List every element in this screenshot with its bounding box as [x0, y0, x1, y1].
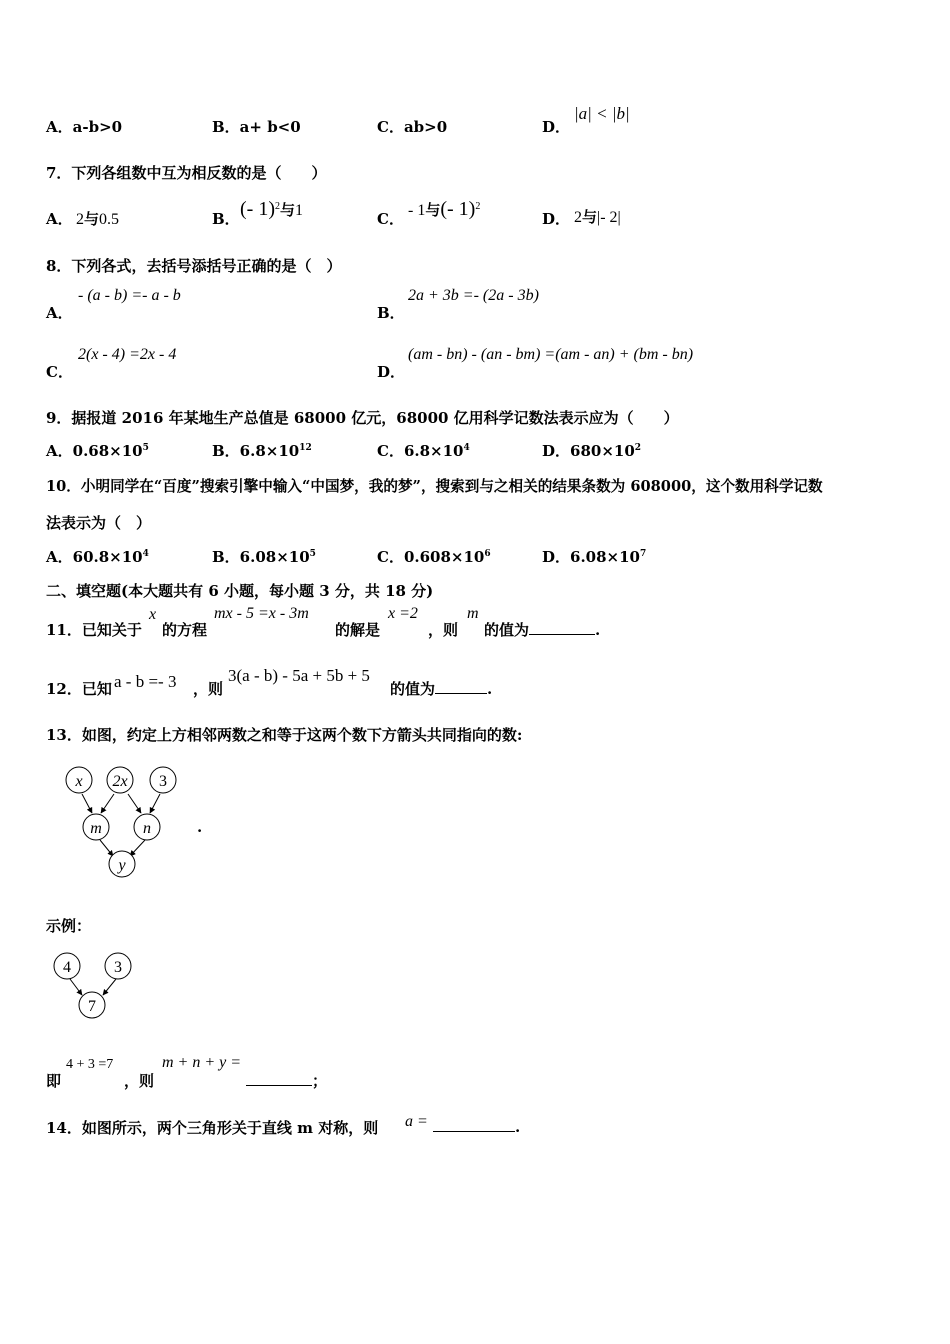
q6-option-d-label: D．: [542, 118, 571, 136]
q12-expression: 3(a - b) - 5a + 5b + 5: [228, 666, 370, 685]
q13-ask-expression: m + n + y =: [162, 1054, 242, 1071]
q7-option-b: (- 1)$^2$与1: [240, 198, 303, 220]
q11-text-value: 的值为 .: [484, 621, 601, 639]
q10-option-c: C．$0.608\times 10^6$: [377, 548, 491, 566]
q7-option-a: 2与0.5: [76, 210, 120, 228]
q6-option-b: B．a+ b<0: [212, 118, 301, 136]
q8-option-a-label: A．: [46, 304, 73, 322]
q10-option-a: A．$60.8\times 10^4$: [46, 548, 149, 566]
q13-node-x-label: x: [75, 773, 83, 790]
q9-option-c: C．$6.8\times 10^4$: [377, 442, 470, 460]
q7-option-a-label: A．: [46, 210, 73, 228]
q9-option-b: B．$6.8\times 10^{12}$: [212, 442, 312, 460]
q12-text-value: 的值为 .: [390, 680, 493, 698]
q14-prefix: 14．如图所示，两个三角形关于直线 m 对称，则: [46, 1119, 379, 1137]
q13-node-n-label: n: [143, 820, 151, 837]
q12-prefix: 12．已知: [46, 680, 112, 698]
q7-option-d: 2与|- 2|: [574, 208, 621, 226]
q13-node-m-label: m: [90, 820, 102, 837]
q7-stem: 7．下列各组数中互为相反数的是（ ）: [46, 164, 327, 182]
q13-example-node-4-label: 4: [63, 959, 71, 976]
q9-option-a: A．$0.68\times 10^5$: [46, 442, 149, 460]
q11-equation: mx - 5 =x - 3m: [214, 605, 309, 622]
q11-text-solution: 的解是: [335, 621, 381, 639]
q11-prefix: 11．已知关于: [46, 621, 142, 639]
q6-option-c: C．ab>0: [377, 118, 448, 136]
q13-node-3-label: 3: [159, 773, 167, 790]
q14-var-a: a =: [405, 1113, 428, 1130]
q13-example-node-3-label: 3: [114, 959, 122, 976]
q9-stem: 9．据报道 2016 年某地生产总值是 68000 亿元，68000 亿用科学记数法表示应为（ ）: [46, 409, 679, 427]
q14-answer-blank[interactable]: [433, 1117, 515, 1132]
q8-option-b-label: B．: [377, 304, 405, 322]
q14-answer: .: [433, 1117, 520, 1136]
q8-option-c-label: C．: [46, 363, 73, 381]
q13-prefix: 即: [46, 1072, 62, 1090]
q13-example-node-7-label: 7: [88, 998, 96, 1015]
q11-var-m: m: [467, 605, 479, 622]
section-2-heading: 二、填空题(本大题共有 6 小题，每小题 3 分，共 18 分): [46, 582, 434, 600]
q12-text-then: ，则: [193, 680, 224, 698]
q13-example-label: 示例：: [46, 917, 92, 935]
q10-stem-line1: 10．小明同学在“百度”搜索引擎中输入“中国梦，我的梦”，搜索到与之相关的结果条数为 608000，这个数用科学记数: [46, 478, 823, 495]
q11-var-x: x: [149, 606, 157, 623]
q7-option-d-label: D．: [542, 210, 571, 228]
q8-option-c-expr: 2(x - 4) =2x - 4: [78, 346, 177, 363]
q10-stem-line2: 法表示为（ ）: [46, 514, 152, 532]
q8-option-a-expr: - (a - b) =- a - b: [78, 287, 181, 304]
q13-answer-blank[interactable]: [246, 1071, 312, 1086]
q6-option-d-expr: |a| < |b|: [574, 104, 630, 123]
q8-option-d-label: D．: [377, 363, 406, 381]
q13-node-y-label: y: [118, 857, 126, 874]
q13-stem: 13．如图，约定上方相邻两数之和等于这两个数下方箭头共同指向的数:: [46, 726, 523, 744]
q7-option-c-label: C．: [377, 210, 404, 228]
q7-option-c: - 1与(- 1)$^2$: [408, 198, 481, 220]
q7-option-b-label: B．: [212, 210, 240, 228]
q11-text-equation: 的方程: [162, 621, 208, 639]
q6-option-a: A．a-b>0: [46, 118, 123, 136]
q13-answer: ；: [246, 1070, 327, 1091]
q12-condition: a - b =- 3: [114, 672, 177, 691]
q13-node-2x-label: 2x: [112, 773, 128, 790]
q9-option-d: D．$680\times 10^2$: [542, 442, 642, 460]
q10-option-d: D．$6.08\times 10^7$: [542, 548, 647, 566]
q13-trailing-dot: .: [197, 818, 203, 836]
q10-option-b: B．$6.08\times 10^5$: [212, 548, 316, 566]
q8-option-b-expr: 2a + 3b =- (2a - 3b): [408, 287, 539, 304]
q13-example-equation: 4 + 3 =7: [66, 1057, 114, 1072]
q11-solution: x =2: [388, 605, 418, 622]
q8-stem: 8．下列各式，去括号添括号正确的是（ ）: [46, 257, 342, 275]
q8-option-d-expr: (am - bn) - (an - bm) =(am - an) + (bm - bn): [408, 346, 694, 363]
q13-text-then: ，则: [124, 1072, 155, 1090]
q11-text-then: ，则: [428, 621, 459, 639]
